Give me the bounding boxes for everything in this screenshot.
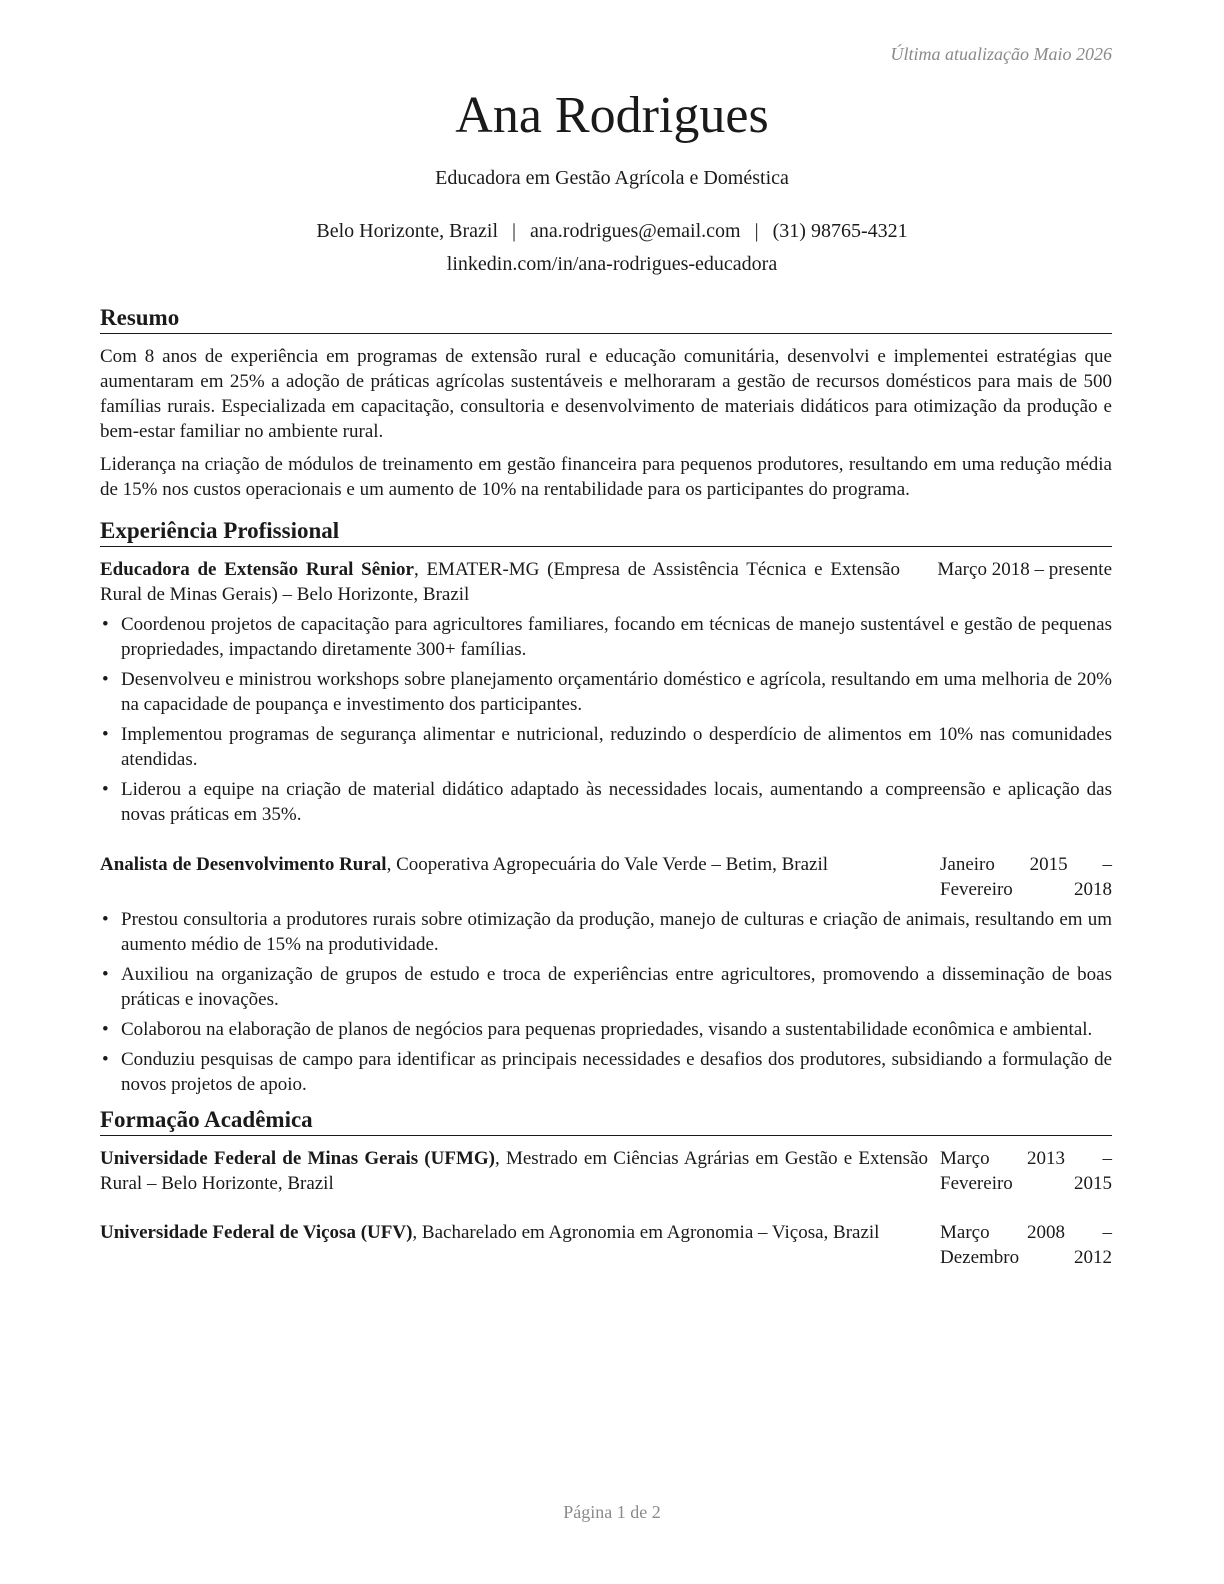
section-title-education: Formação Acadêmica — [100, 1105, 1112, 1136]
email-link[interactable]: ana.rodrigues@email.com — [530, 220, 741, 242]
degree-detail: , Mestrado em Ciências Agrárias em Gestão e Extensão Rural – Belo Horizonte, Brazil — [100, 1148, 929, 1194]
resume-body — [100, 303, 1112, 1270]
list-item — [100, 777, 1112, 827]
list-item — [100, 722, 1112, 772]
job-header — [100, 557, 1112, 607]
list-item — [100, 1047, 1112, 1097]
summary-paragraph: Liderança na criação de módulos de treinamento em gestão financeira para pequenos produtores, resultando em uma redução média de 15% nos custos operacionais e um aumento de 10% na rentabilidade para os participantes do programa. — [100, 454, 1112, 500]
job-title-line — [100, 557, 900, 607]
education-entry — [100, 1220, 1112, 1270]
education-title-line — [100, 1220, 928, 1245]
linkedin-link[interactable]: linkedin.com/in/ana-rodrigues-educadora — [446, 253, 778, 275]
job-title-line — [100, 852, 928, 877]
education-header — [100, 1146, 1112, 1196]
summary-section — [100, 303, 1112, 502]
bullet-icon: • — [102, 964, 109, 985]
bullet-text: Auxiliou na organização de grupos de estudo e troca de experiências entre agricultores, promovendo a disseminação de boas práticas e inovações. — [121, 964, 1112, 1010]
bullet-text: Coordenou projetos de capacitação para agricultores familiares, focando em técnicas de manejo sustentável e gestão de pequenas propriedades, impactando diretamente 300+ famílias. — [121, 614, 1112, 660]
education-section — [100, 1105, 1112, 1270]
job-entry — [100, 852, 1112, 1097]
school-name: Universidade Federal de Minas Gerais (UFMG) — [100, 1148, 496, 1169]
education-dates: Março 2008 – Dezembro 2012 — [940, 1222, 1112, 1268]
professional-title: Educadora em Gestão Agrícola e Doméstica — [435, 167, 789, 189]
bullet-icon: • — [102, 724, 109, 745]
bullet-icon: • — [102, 669, 109, 690]
separator: | — [512, 220, 517, 242]
job-role: Educadora de Extensão Rural Sênior — [100, 559, 414, 580]
job-dates: Março 2018 – presente — [937, 559, 1112, 580]
bullet-text: Liderou a equipe na criação de material didático adaptado às necessidades locais, aumentando a compreensão e aplicação das novas práticas em 35%. — [121, 779, 1112, 825]
section-title-summary: Resumo — [100, 303, 1112, 334]
job-entry — [100, 557, 1112, 827]
school-name: Universidade Federal de Viçosa (UFV) — [100, 1222, 413, 1243]
bullet-text: Desenvolveu e ministrou workshops sobre planejamento orçamentário doméstico e agrícola, resultando em uma melhoria de 20% na capacidade de poupança e investimento dos participantes. — [121, 669, 1112, 715]
separator: | — [754, 220, 759, 242]
bullet-icon: • — [102, 1019, 109, 1040]
job-dates: Janeiro 2015 – Fevereiro 2018 — [940, 854, 1112, 900]
location: Belo Horizonte, Brazil — [316, 220, 499, 242]
bullet-icon: • — [102, 779, 109, 800]
bullet-text: Colaborou na elaboração de planos de negócios para pequenas propriedades, visando a sustentabilidade econômica e ambiental. — [121, 1019, 1093, 1040]
job-organization: , Cooperativa Agropecuária do Vale Verde – Betim, Brazil — [386, 854, 829, 875]
job-role: Analista de Desenvolvimento Rural — [100, 854, 387, 875]
education-header — [100, 1220, 1112, 1270]
education-title-line — [100, 1146, 928, 1196]
candidate-name: Ana Rodrigues — [455, 87, 769, 144]
job-organization: , EMATER-MG (Empresa de Assistência Técnica e Extensão Rural de Minas Gerais) – Belo Horizonte, Brazil — [100, 559, 900, 605]
page-number: Página 1 de 2 — [563, 1502, 661, 1522]
job-header — [100, 852, 1112, 902]
education-entry — [100, 1146, 1112, 1196]
list-item — [100, 962, 1112, 1012]
last-updated: Última atualização Maio 2026 — [890, 44, 1112, 64]
phone: (31) 98765-4321 — [772, 220, 908, 242]
degree-detail: , Bacharelado em Agronomia em Agronomia – Viçosa, Brazil — [412, 1222, 880, 1243]
list-item — [100, 1017, 1112, 1042]
education-dates: Março 2013 – Fevereiro 2015 — [940, 1148, 1112, 1194]
list-item — [100, 667, 1112, 717]
bullet-icon: • — [102, 614, 109, 635]
bullet-text: Implementou programas de segurança alimentar e nutricional, reduzindo o desperdício de alimentos em 10% nas comunidades atendidas. — [121, 724, 1112, 770]
bullet-text: Conduziu pesquisas de campo para identificar as principais necessidades e desafios dos produtores, subsidiando a formulação de novos projetos de apoio. — [121, 1049, 1112, 1095]
list-item — [100, 907, 1112, 957]
summary-paragraph: Com 8 anos de experiência em programas de extensão rural e educação comunitária, desenvolvi e implementei estratégias que aumentaram em 25% a adoção de práticas agrícolas sustentáveis e melhoraram a gestão de recursos domésticos para mais de 500 famílias rurais. Especializada em capacitação, consultoria e desenvolvimento de materiais didáticos para otimização da produção e bem-estar familiar no ambiente rural. — [100, 346, 1112, 442]
section-title-experience: Experiência Profissional — [100, 516, 1112, 547]
list-item — [100, 612, 1112, 662]
job-bullets — [100, 907, 1112, 1097]
experience-section — [100, 516, 1112, 1097]
bullet-icon: • — [102, 1049, 109, 1070]
job-bullets — [100, 612, 1112, 827]
contact-line — [0, 220, 1224, 243]
bullet-icon: • — [102, 909, 109, 930]
bullet-text: Prestou consultoria a produtores rurais sobre otimização da produção, manejo de culturas e criação de animais, resultando em um aumento médio de 15% na produtividade. — [121, 909, 1112, 955]
